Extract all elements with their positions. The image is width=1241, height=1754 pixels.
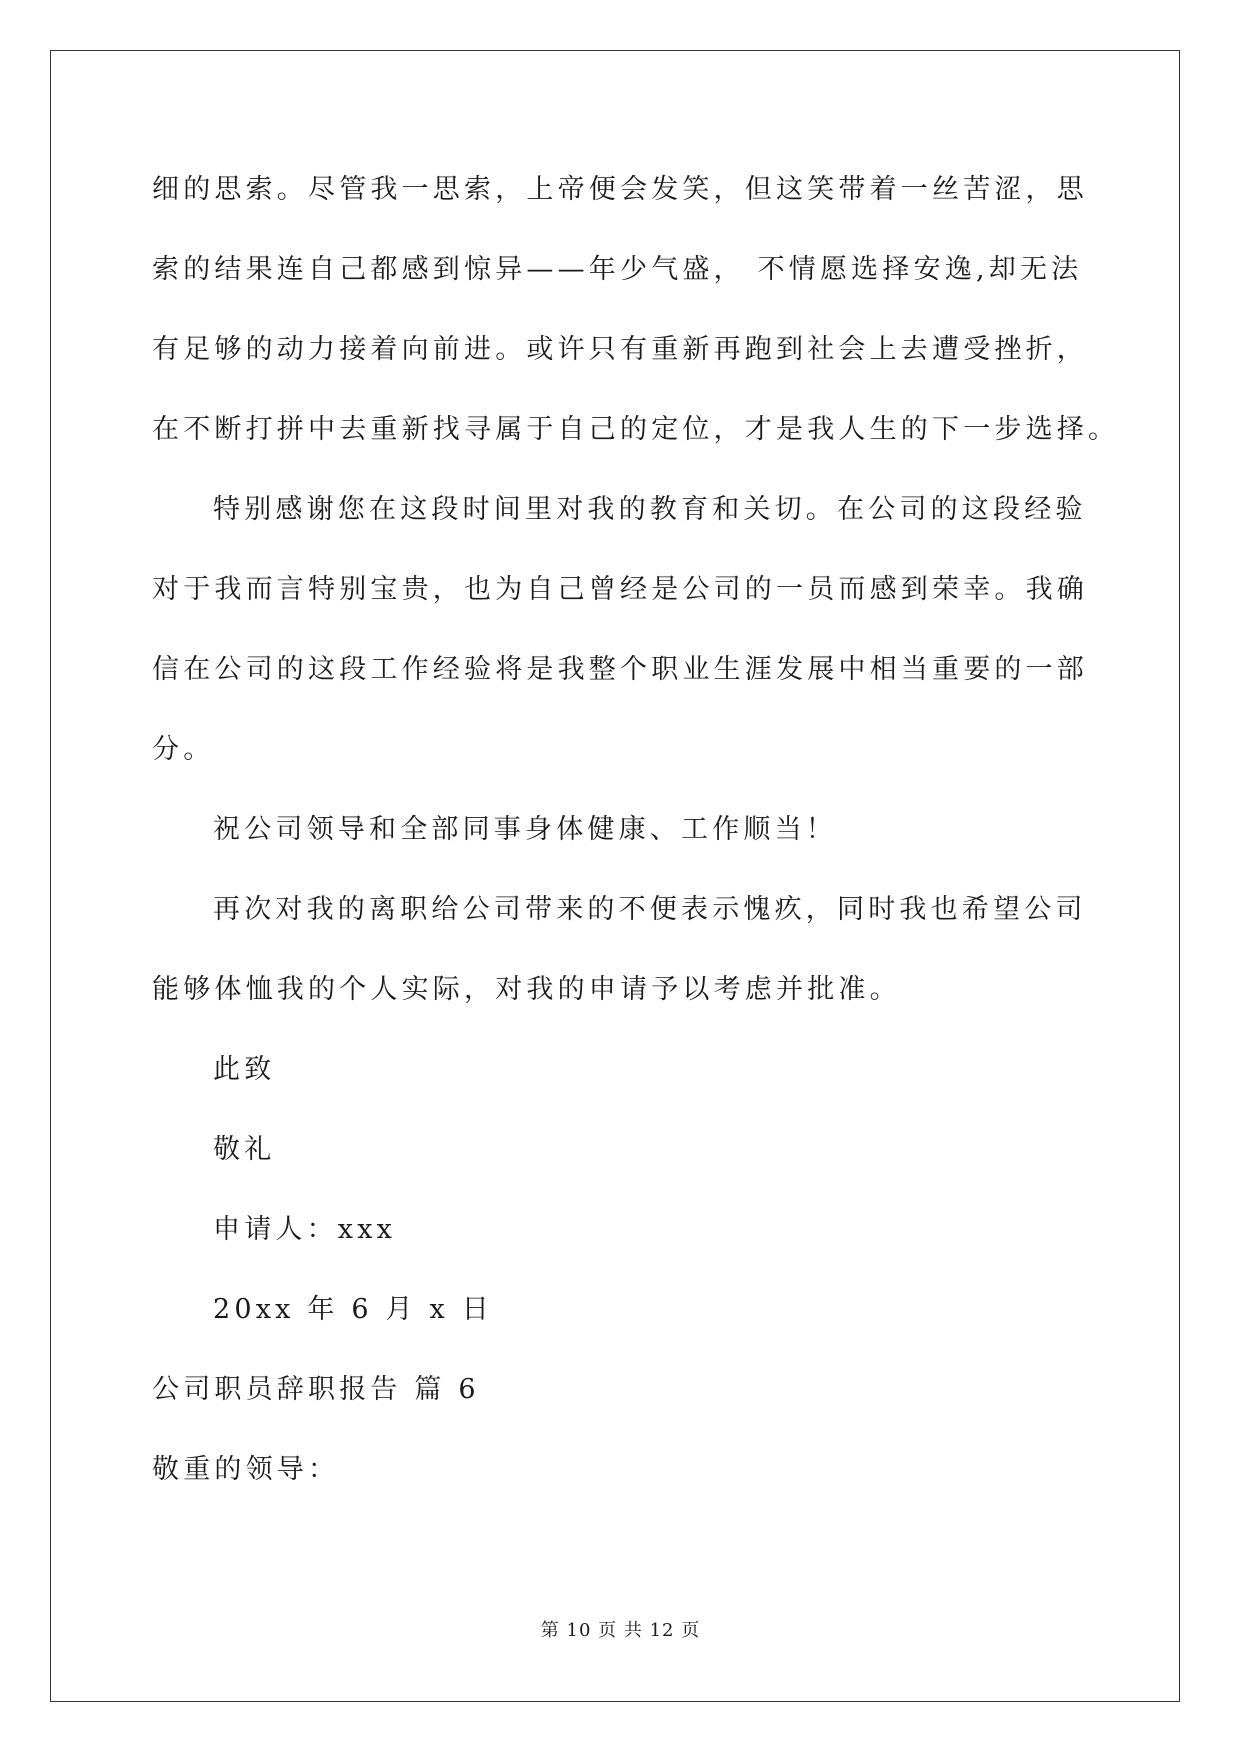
text-line: 分。 <box>152 734 215 765</box>
paragraph-start: 特别感谢您在这段时间里对我的教育和关切。在公司的这段经验 <box>213 494 1087 525</box>
page-indicator: 第 10 页 共 12 页 <box>540 1620 701 1641</box>
text-line: 对于我而言特别宝贵，也为自己曾经是公司的一员而感到荣幸。我确 <box>152 574 1088 605</box>
section-heading: 公司职员辞职报告 篇 6 <box>152 1374 480 1405</box>
text-line: 在不断打拼中去重新找寻属于自己的定位，才是我人生的下一步选择。 <box>152 414 1120 445</box>
closing-regards: 敬礼 <box>213 1134 276 1165</box>
text-line: 信在公司的这段工作经验将是我整个职业生涯发展中相当重要的一部 <box>152 654 1088 685</box>
text-line: 索的结果连自己都感到惊异——年少气盛， 不情愿选择安逸,却无法 <box>152 254 1083 285</box>
closing-salutation: 此致 <box>213 1054 276 1085</box>
paragraph-start: 再次对我的离职给公司带来的不便表示愧疚，同时我也希望公司 <box>213 894 1087 925</box>
applicant-signature: 申请人：xxx <box>213 1214 397 1245</box>
text-line: 有足够的动力接着向前进。或许只有重新再跑到社会上去遭受挫折， <box>152 334 1088 365</box>
text-line: 细的思索。尽管我一思索，上帝便会发笑，但这笑带着一丝苦涩，思 <box>152 174 1088 205</box>
greeting: 敬重的领导： <box>152 1454 340 1485</box>
letter-date: 20xx 年 6 月 x 日 <box>213 1294 493 1325</box>
paragraph-start: 祝公司领导和全部同事身体健康、工作顺当！ <box>213 814 837 845</box>
text-line: 能够体恤我的个人实际，对我的申请予以考虑并批准。 <box>152 974 901 1005</box>
